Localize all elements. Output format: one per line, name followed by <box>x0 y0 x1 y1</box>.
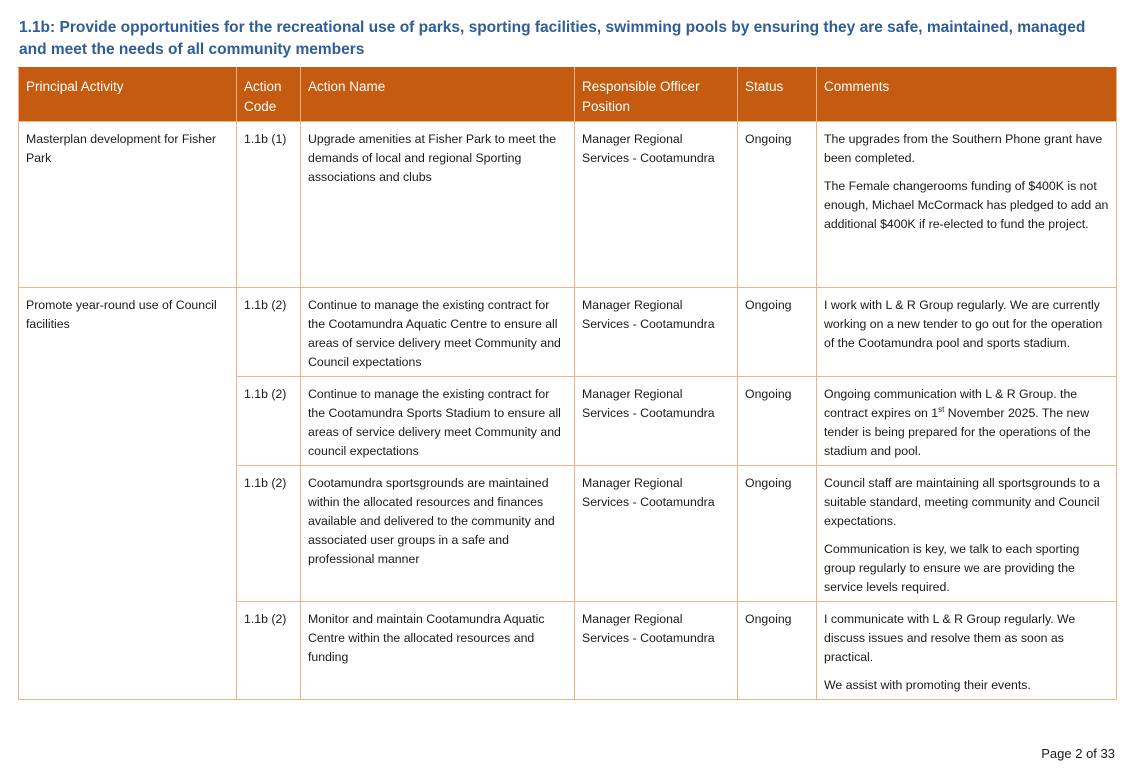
responsible-officer-cell: Manager Regional Services - Cootamundra <box>575 122 738 288</box>
responsible-officer-cell: Manager Regional Services - Cootamundra <box>575 602 738 700</box>
action-code-cell: 1.1b (2) <box>237 377 301 466</box>
status-cell: Ongoing <box>738 377 817 466</box>
responsible-officer-cell: Manager Regional Services - Cootamundra <box>575 466 738 602</box>
comment-paragraph: We assist with promoting their events. <box>824 678 1031 692</box>
column-header-status: Status <box>738 68 817 122</box>
comments-cell <box>817 377 1117 466</box>
principal-activity-cell: Masterplan development for Fisher Park <box>19 122 237 288</box>
section-heading: 1.1b: Provide opportunities for the recreational use of parks, sporting facilities, swimming pools by ensuring they are safe, maintained, managed and meet the needs of all community members <box>19 19 1086 58</box>
status-cell: Ongoing <box>738 466 817 602</box>
comment-paragraph: Council staff are maintaining all sportsgrounds to a suitable standard, meeting community and Council expectations. <box>824 476 1100 528</box>
status-cell: Ongoing <box>738 122 817 288</box>
page-number: Page 2 of 33 <box>1041 746 1115 761</box>
comment-paragraph: Communication is key, we talk to each sporting group regularly to ensure we are providing the service levels required. <box>824 542 1080 594</box>
action-code-cell: 1.1b (2) <box>237 288 301 377</box>
principal-activity-cell: Promote year-round use of Council facilities <box>19 288 237 700</box>
action-name-cell: Continue to manage the existing contract for the Cootamundra Aquatic Centre to ensure all areas of service delivery meet Community and Council expectations <box>301 288 575 377</box>
comments-cell <box>817 288 1117 377</box>
responsible-officer-cell: Manager Regional Services - Cootamundra <box>575 377 738 466</box>
action-name-cell: Monitor and maintain Cootamundra Aquatic Centre within the allocated resources and funding <box>301 602 575 700</box>
column-header-responsible-officer: Responsible Officer Position <box>575 68 738 122</box>
table-row <box>19 288 1117 377</box>
status-cell: Ongoing <box>738 288 817 377</box>
comments-cell <box>817 466 1117 602</box>
responsible-officer-cell: Manager Regional Services - Cootamundra <box>575 288 738 377</box>
column-header-principal-activity: Principal Activity <box>19 68 237 122</box>
column-header-comments: Comments <box>817 68 1117 122</box>
comment-paragraph: The Female changerooms funding of $400K is not enough, Michael McCormack has pledged to add an additional $400K if re-elected to fund the project. <box>824 179 1109 231</box>
status-cell: Ongoing <box>738 602 817 700</box>
table-row <box>19 122 1117 288</box>
comments-cell <box>817 122 1117 288</box>
comment-paragraph <box>824 385 1109 461</box>
action-code-cell: 1.1b (2) <box>237 466 301 602</box>
action-plan-table <box>18 67 1117 700</box>
comments-cell <box>817 602 1117 700</box>
ordinal-suffix: st <box>938 404 945 414</box>
comment-paragraph: The upgrades from the Southern Phone grant have been completed. <box>824 132 1103 165</box>
action-code-cell: 1.1b (1) <box>237 122 301 288</box>
column-header-action-name: Action Name <box>301 68 575 122</box>
comment-text: November 2025. The new tender is being prepared for the operations of the stadium and pool. <box>824 406 1091 458</box>
action-name-cell: Continue to manage the existing contract for the Cootamundra Sports Stadium to ensure all areas of service delivery meet Community and council expectations <box>301 377 575 466</box>
comment-text: Ongoing communication with L & R Group. the contract expires on 1 <box>824 387 1078 420</box>
action-name-cell: Upgrade amenities at Fisher Park to meet the demands of local and regional Sporting associations and clubs <box>301 122 575 288</box>
column-header-action-code: Action Code <box>237 68 301 122</box>
action-name-cell: Cootamundra sportsgrounds are maintained within the allocated resources and finances available and delivered to the community and associated user groups in a safe and professional manner <box>301 466 575 602</box>
action-code-cell: 1.1b (2) <box>237 602 301 700</box>
comment-paragraph: I work with L & R Group regularly. We are currently working on a new tender to go out for the operation of the Cootamundra pool and sports stadium. <box>824 298 1103 350</box>
comment-paragraph: I communicate with L & R Group regularly. We discuss issues and resolve them as soon as practical. <box>824 612 1076 664</box>
table-header-row <box>19 68 1117 122</box>
